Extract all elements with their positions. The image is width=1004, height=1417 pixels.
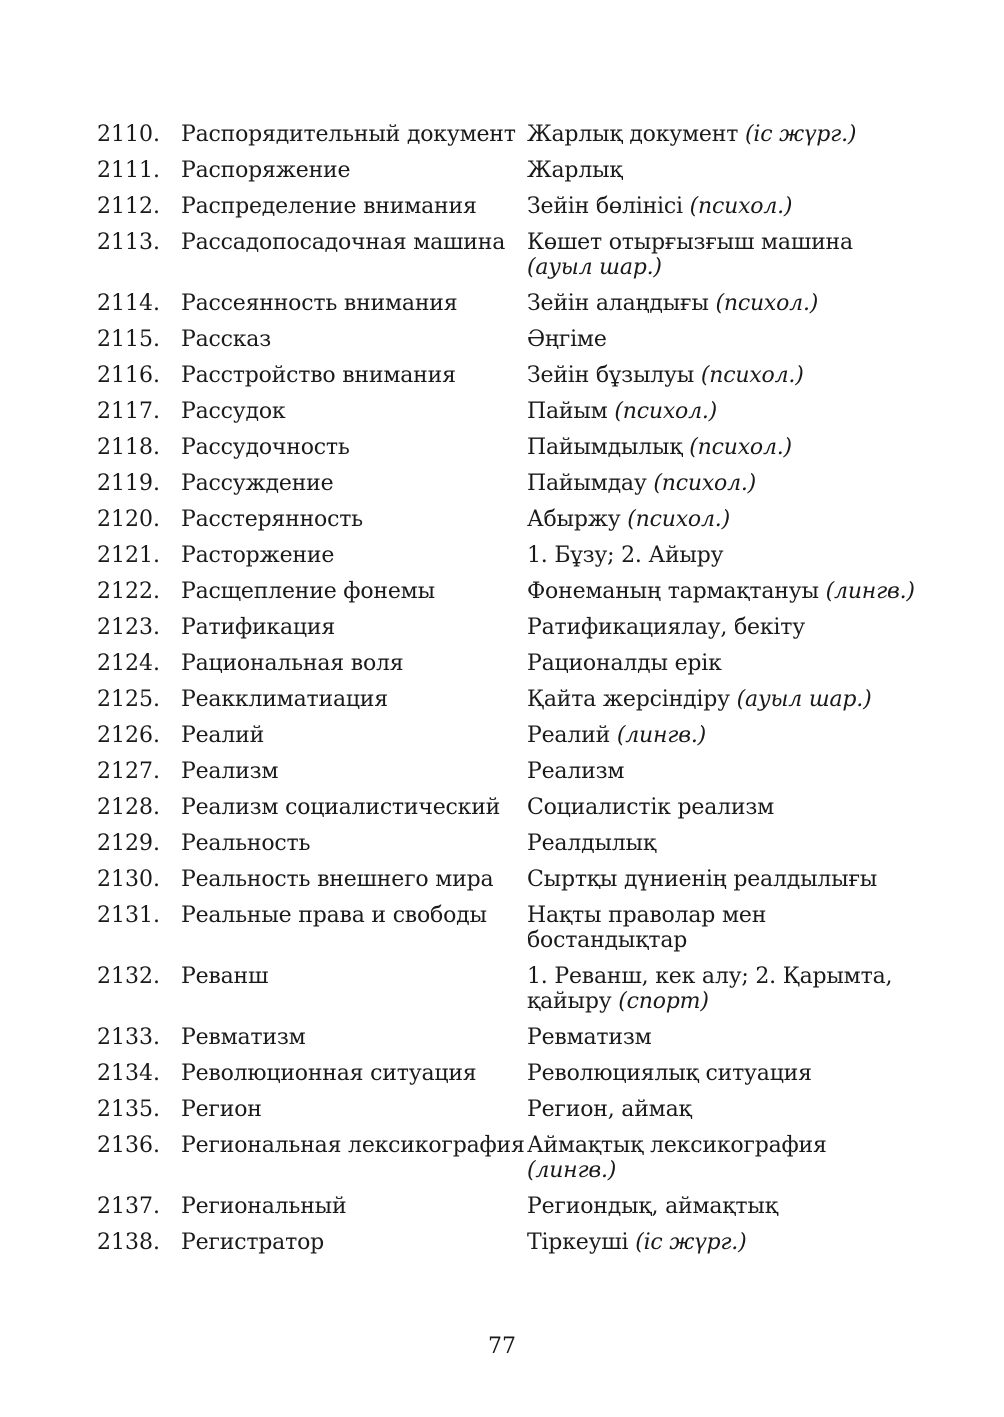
kazakh-translation-cell — [527, 327, 917, 352]
entry-number: 2110. — [97, 122, 160, 147]
kazakh-translation: Пайымдылық — [527, 435, 683, 460]
dictionary-entry — [97, 1230, 917, 1255]
kazakh-translation-cell — [527, 615, 917, 640]
kazakh-translation: Сыртқы дүниенің реалдылығы — [527, 867, 878, 892]
subject-note: (психол.) — [614, 399, 718, 424]
kazakh-translation-cell — [527, 867, 917, 892]
kazakh-translation-cell — [527, 687, 917, 712]
russian-term: Рассуждение — [181, 471, 334, 496]
kazakh-translation: Жарлық документ — [527, 122, 739, 147]
kazakh-translation: Тіркеуші — [527, 1230, 629, 1255]
kazakh-translation-cell — [527, 399, 917, 424]
russian-term: Реальность внешнего мира — [181, 867, 494, 892]
dictionary-entry — [97, 363, 917, 388]
kazakh-translation-cell — [527, 543, 917, 568]
kazakh-translation: Әңгіме — [527, 327, 607, 352]
entry-number: 2121. — [97, 543, 160, 568]
subject-note: (іс жүрг.) — [744, 122, 857, 147]
kazakh-translation: Региондық, аймақтық — [527, 1194, 778, 1219]
subject-note: (ауыл шар.) — [527, 255, 662, 280]
dictionary-entry — [97, 831, 917, 856]
kazakh-translation-cell — [527, 1133, 917, 1183]
kazakh-translation: Зейін бұзылуы — [527, 363, 695, 388]
kazakh-translation: Рационалды ерік — [527, 651, 722, 676]
subject-note: (іс жүрг.) — [635, 1230, 747, 1255]
entry-number: 2116. — [97, 363, 160, 388]
russian-term: Революционная ситуация — [181, 1061, 477, 1086]
kazakh-translation-cell — [527, 1194, 917, 1219]
kazakh-translation-cell — [527, 759, 917, 784]
kazakh-translation-cell — [527, 291, 917, 316]
russian-term: Распределение внимания — [181, 194, 477, 219]
kazakh-translation-cell — [527, 230, 917, 280]
entry-number: 2118. — [97, 435, 160, 460]
dictionary-entry — [97, 723, 917, 748]
dictionary-entry — [97, 471, 917, 496]
russian-term: Ратификация — [181, 615, 335, 640]
kazakh-translation-cell — [527, 471, 917, 496]
dictionary-entry — [97, 1097, 917, 1122]
kazakh-translation: Пайымдау — [527, 471, 647, 496]
subject-note: (лингв.) — [616, 723, 706, 748]
entry-number: 2111. — [97, 158, 160, 183]
russian-term: Реальные права и свободы — [181, 903, 487, 928]
entry-number: 2122. — [97, 579, 160, 604]
subject-note: (психол.) — [627, 507, 730, 532]
russian-term: Регион — [181, 1097, 262, 1122]
russian-term: Реальность — [181, 831, 311, 856]
dictionary-entry — [97, 230, 917, 280]
russian-term: Реалий — [181, 723, 265, 748]
kazakh-translation: 1. Бұзу; 2. Айыру — [527, 543, 724, 568]
entry-number: 2124. — [97, 651, 160, 676]
kazakh-translation: Реалдылық — [527, 831, 656, 856]
page-number: 77 — [488, 1334, 516, 1359]
subject-note: (спорт) — [618, 989, 709, 1014]
kazakh-translation-cell — [527, 1230, 917, 1255]
kazakh-translation-cell — [527, 363, 917, 388]
kazakh-translation-cell — [527, 158, 917, 183]
entry-number: 2133. — [97, 1025, 160, 1050]
russian-term: Реакклиматиация — [181, 687, 388, 712]
russian-term: Рассадопосадочная машина — [181, 230, 506, 255]
subject-note: (психол.) — [689, 194, 793, 219]
entry-number: 2123. — [97, 615, 160, 640]
russian-term: Рациональная воля — [181, 651, 404, 676]
entry-number: 2112. — [97, 194, 160, 219]
russian-term: Расстерянность — [181, 507, 363, 532]
dictionary-entry — [97, 759, 917, 784]
kazakh-translation: Зейін бөлінісі — [527, 194, 683, 219]
dictionary-entry — [97, 291, 917, 316]
kazakh-translation-cell — [527, 903, 917, 953]
kazakh-translation: Регион, аймақ — [527, 1097, 692, 1122]
kazakh-translation-cell — [527, 723, 917, 748]
kazakh-translation-cell — [527, 651, 917, 676]
subject-note: (лингв.) — [825, 579, 915, 604]
entry-number: 2114. — [97, 291, 160, 316]
dictionary-entry — [97, 867, 917, 892]
subject-note: (психол.) — [689, 435, 792, 460]
kazakh-translation-cell — [527, 579, 917, 604]
entry-list — [97, 122, 917, 1266]
entry-number: 2128. — [97, 795, 160, 820]
kazakh-translation-cell — [527, 194, 917, 219]
kazakh-translation-cell — [527, 435, 917, 460]
entry-number: 2131. — [97, 903, 160, 928]
dictionary-entry — [97, 795, 917, 820]
russian-term: Распорядительный документ — [181, 122, 516, 147]
dictionary-entry — [97, 507, 917, 532]
dictionary-entry — [97, 903, 917, 953]
dictionary-entry — [97, 1061, 917, 1086]
dictionary-entry — [97, 327, 917, 352]
entry-number: 2138. — [97, 1230, 160, 1255]
kazakh-translation: Нақты праволар мен бостандықтар — [527, 903, 767, 953]
dictionary-entry — [97, 615, 917, 640]
russian-term: Реализм — [181, 759, 279, 784]
dictionary-entry — [97, 399, 917, 424]
entry-number: 2130. — [97, 867, 160, 892]
kazakh-translation: Аймақтық лексикография — [527, 1133, 827, 1158]
subject-note: (психол.) — [715, 291, 819, 316]
kazakh-translation: Жарлық — [527, 158, 623, 183]
kazakh-translation-cell — [527, 122, 917, 147]
russian-term: Рассеянность внимания — [181, 291, 458, 316]
dictionary-entry — [97, 579, 917, 604]
dictionary-entry — [97, 158, 917, 183]
entry-number: 2113. — [97, 230, 160, 255]
kazakh-translation: Қайта жерсіндіру — [527, 687, 730, 712]
dictionary-entry — [97, 964, 917, 1014]
dictionary-entry — [97, 543, 917, 568]
dictionary-entry — [97, 1133, 917, 1183]
entry-number: 2135. — [97, 1097, 160, 1122]
kazakh-translation-cell — [527, 1097, 917, 1122]
entry-number: 2125. — [97, 687, 160, 712]
kazakh-translation: Фонеманың тармақтануы — [527, 579, 819, 604]
kazakh-translation-cell — [527, 1061, 917, 1086]
russian-term: Распоряжение — [181, 158, 351, 183]
entry-number: 2126. — [97, 723, 160, 748]
dictionary-entry — [97, 122, 917, 147]
kazakh-translation-cell — [527, 507, 917, 532]
entry-number: 2136. — [97, 1133, 160, 1158]
russian-term: Расстройство внимания — [181, 363, 456, 388]
kazakh-translation: Реализм — [527, 759, 625, 784]
russian-term: Региональный — [181, 1194, 347, 1219]
kazakh-translation: 1. Реванш, кек алу; 2. Қарымта, қайыру — [527, 964, 893, 1014]
russian-term: Регистратор — [181, 1230, 325, 1255]
dictionary-entry — [97, 1025, 917, 1050]
kazakh-translation: Социалистік реализм — [527, 795, 775, 820]
kazakh-translation: Ратификациялау, бекіту — [527, 615, 805, 640]
russian-term: Реализм социалистический — [181, 795, 501, 820]
subject-note: (лингв.) — [527, 1158, 617, 1183]
kazakh-translation: Революциялық ситуация — [527, 1061, 812, 1086]
kazakh-translation-cell — [527, 831, 917, 856]
dictionary-entry — [97, 194, 917, 219]
dictionary-entry — [97, 651, 917, 676]
russian-term: Рассудок — [181, 399, 286, 424]
subject-note: (психол.) — [700, 363, 804, 388]
russian-term: Расщепление фонемы — [181, 579, 435, 604]
entry-number: 2119. — [97, 471, 160, 496]
entry-number: 2120. — [97, 507, 160, 532]
kazakh-translation-cell — [527, 795, 917, 820]
russian-term: Ревматизм — [181, 1025, 306, 1050]
subject-note: (ауыл шар.) — [736, 687, 872, 712]
kazakh-translation-cell — [527, 964, 917, 1014]
russian-term: Рассказ — [181, 327, 272, 352]
kazakh-translation: Абыржу — [527, 507, 621, 532]
dictionary-entry — [97, 687, 917, 712]
entry-number: 2132. — [97, 964, 160, 989]
kazakh-translation: Зейін алаңдығы — [527, 291, 709, 316]
kazakh-translation-cell — [527, 1025, 917, 1050]
kazakh-translation: Көшет отырғызғыш машина — [527, 230, 853, 255]
entry-number: 2115. — [97, 327, 160, 352]
dictionary-entry — [97, 1194, 917, 1219]
subject-note: (психол.) — [653, 471, 757, 496]
russian-term: Расторжение — [181, 543, 335, 568]
entry-number: 2129. — [97, 831, 160, 856]
kazakh-translation: Пайым — [527, 399, 608, 424]
entry-number: 2117. — [97, 399, 160, 424]
entry-number: 2134. — [97, 1061, 160, 1086]
kazakh-translation: Ревматизм — [527, 1025, 652, 1050]
russian-term: Реванш — [181, 964, 269, 989]
entry-number: 2137. — [97, 1194, 160, 1219]
entry-number: 2127. — [97, 759, 160, 784]
russian-term: Рассудочность — [181, 435, 350, 460]
dictionary-entry — [97, 435, 917, 460]
kazakh-translation: Реалий — [527, 723, 611, 748]
russian-term: Региональная лексикография — [181, 1133, 525, 1158]
